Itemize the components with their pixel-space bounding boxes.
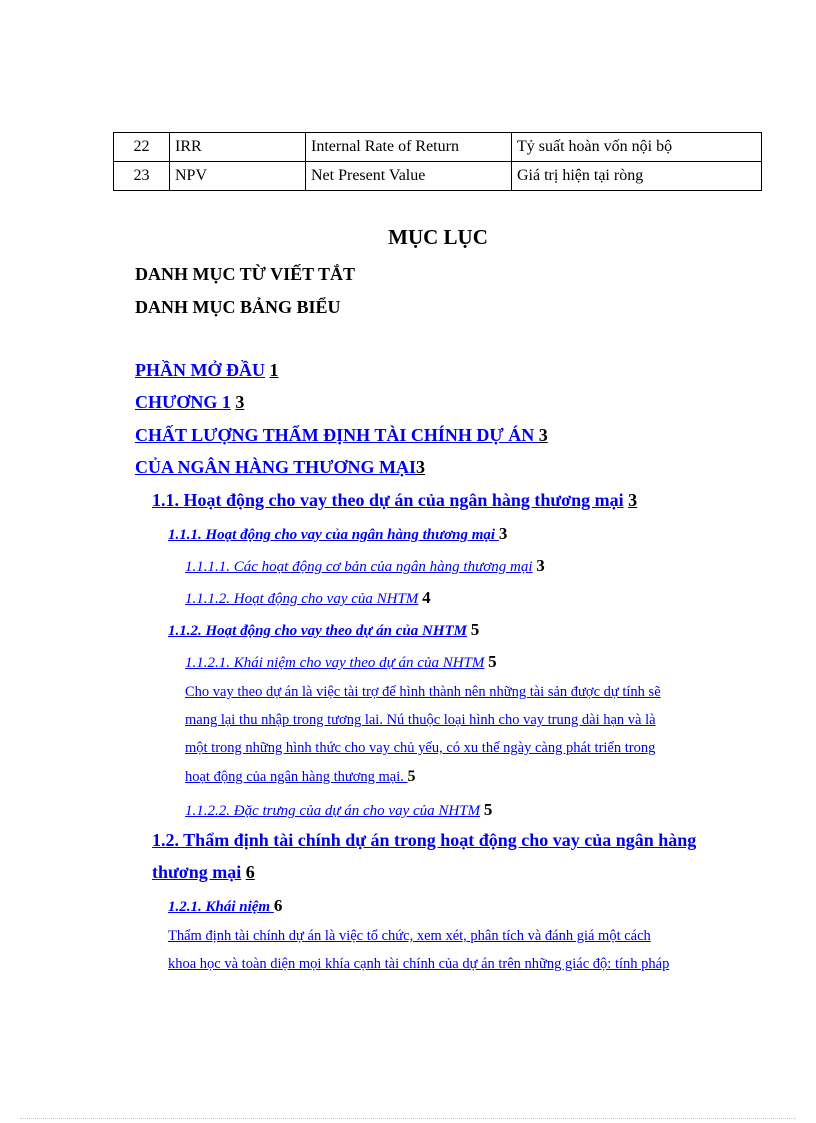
page-number: 3 (628, 490, 638, 510)
toc-link[interactable]: một trong những hình thức cho vay chủ yếu, có xu thế ngày càng phát triển trong (185, 740, 656, 756)
english-term: Net Present Value (306, 162, 512, 191)
toc-link[interactable]: thương mại (152, 862, 242, 882)
toc-link[interactable]: 1.1.1.2. Hoạt động cho vay của NHTM (185, 591, 419, 607)
abbreviation: IRR (170, 133, 306, 162)
page-number: 1 (269, 360, 279, 380)
page-number: 3 (536, 556, 545, 575)
toc-link[interactable]: CỦA NGÂN HÀNG THƯƠNG MẠI (135, 457, 417, 477)
toc-title: MỤC LỤC (388, 225, 488, 249)
english-term: Internal Rate of Return (306, 133, 512, 162)
page-divider (20, 1118, 796, 1119)
toc-link[interactable]: 1.1.2.2. Đặc trưng của dự án cho vay của NHTM (185, 803, 481, 819)
toc-link[interactable]: Thẩm định tài chính dự án là việc tổ chức, xem xét, phân tích và đánh giá một cách (168, 928, 651, 944)
table-row (114, 133, 762, 162)
toc-link[interactable]: 1.2.1. Khái niệm (168, 899, 274, 915)
toc-paragraph-line[interactable] (168, 956, 669, 973)
toc-entry-chapter-title-2[interactable] (135, 457, 425, 478)
abbreviations-heading: DANH MỤC TỪ VIẾT TẮT (135, 264, 356, 284)
page-number: 5 (407, 768, 416, 785)
toc-paragraph-line[interactable] (185, 740, 655, 757)
toc-entry-chapter-1[interactable] (135, 392, 244, 413)
toc-link[interactable]: khoa học và toàn diện mọi khía cạnh tài chính của dự án trên những giác độ: tính pháp (168, 956, 670, 972)
toc-entry-1-1-1[interactable] (168, 524, 507, 544)
page-number: 3 (538, 425, 548, 445)
page-number: 3 (498, 524, 508, 543)
toc-paragraph-line[interactable] (185, 712, 656, 729)
toc-link[interactable]: CHƯƠNG 1 (135, 392, 231, 412)
toc-entry-1-1-2-2[interactable] (185, 800, 492, 820)
page-number: 3 (235, 392, 245, 412)
toc-link[interactable]: 1.1.2. Hoạt động cho vay theo dự án của NHTM (168, 623, 467, 639)
page-number: 6 (273, 896, 283, 915)
vietnamese-term: Tỷ suất hoàn vốn nội bộ (512, 133, 762, 162)
toc-entry-1-2-line-1[interactable] (152, 830, 696, 851)
toc-link[interactable]: 1.2. Thẩm định tài chính dự án trong hoạt động cho vay của ngân hàng (152, 830, 697, 850)
toc-entry-intro[interactable] (135, 360, 278, 381)
toc-entry-1-2-1[interactable] (168, 896, 282, 916)
row-number: 23 (114, 162, 170, 191)
toc-paragraph-line[interactable] (185, 684, 661, 701)
toc-link[interactable]: 1.1.1. Hoạt động cho vay của ngân hàng thương mại (168, 527, 499, 543)
abbreviation: NPV (170, 162, 306, 191)
abbreviation-table (113, 132, 762, 191)
page-number: 3 (416, 457, 426, 477)
toc-link[interactable]: hoạt động của ngân hàng thương mại. (185, 769, 408, 785)
vietnamese-term: Giá trị hiện tại ròng (512, 162, 762, 191)
toc-entry-chapter-title-1[interactable] (135, 425, 548, 446)
toc-paragraph-line[interactable] (185, 768, 416, 786)
toc-entry-1-1-1-1[interactable] (185, 556, 545, 576)
toc-entry-1-1-2[interactable] (168, 620, 479, 640)
page-number: 6 (245, 862, 255, 882)
toc-entry-1-1-1-2[interactable] (185, 588, 431, 608)
tables-heading: DANH MỤC BẢNG BIỂU (135, 297, 341, 317)
table-row (114, 162, 762, 191)
toc-link[interactable]: mang lại thu nhập trong tương lai. Nú thuộc loại hình cho vay trung dài hạn và là (185, 712, 656, 728)
toc-paragraph-line[interactable] (168, 928, 651, 945)
page-number: 5 (483, 800, 493, 819)
page-number: 4 (422, 588, 431, 607)
toc-link[interactable]: CHẤT LƯỢNG THẨM ĐỊNH TÀI CHÍNH DỰ ÁN (135, 425, 539, 445)
toc-link[interactable]: Cho vay theo dự án là việc tài trợ để hình thành nên những tài sản được dự tính sẽ (185, 684, 661, 700)
toc-entry-1-2-line-2[interactable] (152, 862, 255, 883)
toc-entry-1-1-2-1[interactable] (185, 652, 497, 672)
row-number: 22 (114, 133, 170, 162)
toc-link[interactable]: PHẦN MỞ ĐẦU (135, 360, 265, 380)
page-number: 5 (488, 652, 497, 671)
toc-link[interactable]: 1.1.1.1. Các hoạt động cơ bản của ngân hàng thương mại (185, 559, 533, 575)
toc-link[interactable]: 1.1.2.1. Khái niệm cho vay theo dự án của NHTM (185, 655, 485, 671)
page-number: 5 (470, 620, 480, 639)
toc-link[interactable]: 1.1. Hoạt động cho vay theo dự án của ngân hàng thương mại (152, 490, 624, 510)
toc-entry-1-1[interactable] (152, 490, 637, 511)
